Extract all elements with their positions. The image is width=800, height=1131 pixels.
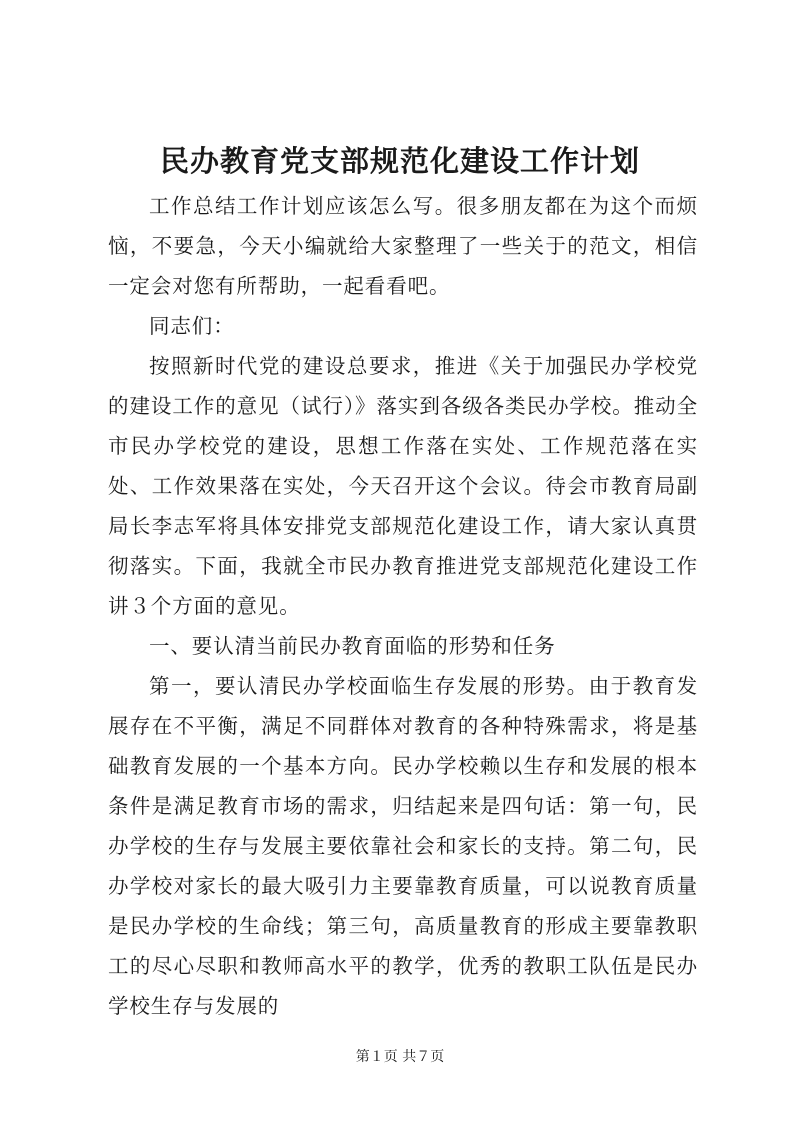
body-paragraph: 按照新时代党的建设总要求，推进《关于加强民办学校党的建设工作的意见（试行）》落实到各级各类民办学校。推动全市民办学校党的建设，思想工作落在实处、工作规范落在实处、工作效果落在实处，今天召开这个会议。待会市教育局副局长李志军将具体安排党支部规范化建设工作，请大家认真贯彻落实。下面，我就全市民办教育推进党支部规范化建设工作讲３个方面的意见。 <box>108 354 698 618</box>
intro-paragraph: 工作总结工作计划应该怎么写。很多朋友都在为这个而烦恼，不要急，今天小编就给大家整理了一些关于的范文，相信一定会对您有所帮助，一起看看吧。 <box>108 194 698 298</box>
body-paragraph: 第一，要认清民办学校面临生存发展的形势。由于教育发展存在不平衡，满足不同群体对教育的各种特殊需求，将是基础教育发展的一个基本方向。民办学校赖以生存和发展的根本条件是满足教育市场的需求，归结起来是四句话：第一句，民办学校的生存与发展主要依靠社会和家长的支持。第二句，民办学校对家长的最大吸引力主要靠教育质量，可以说教育质量是民办学校的生命线；第三句，高质量教育的形成主要靠教职工的尽心尽职和教师高水平的教学，优秀的教职工队伍是民办学校生存与发展的 <box>108 674 698 1018</box>
document-title: 民办教育党支部规范化建设工作计划 <box>159 144 640 178</box>
page-footer: 第１页 共７页 <box>355 1049 445 1065</box>
section-heading: 一、要认清当前民办教育面临的形势和任务 <box>149 634 556 658</box>
document-body <box>108 186 698 1026</box>
salutation-paragraph: 同志们： <box>149 314 235 338</box>
